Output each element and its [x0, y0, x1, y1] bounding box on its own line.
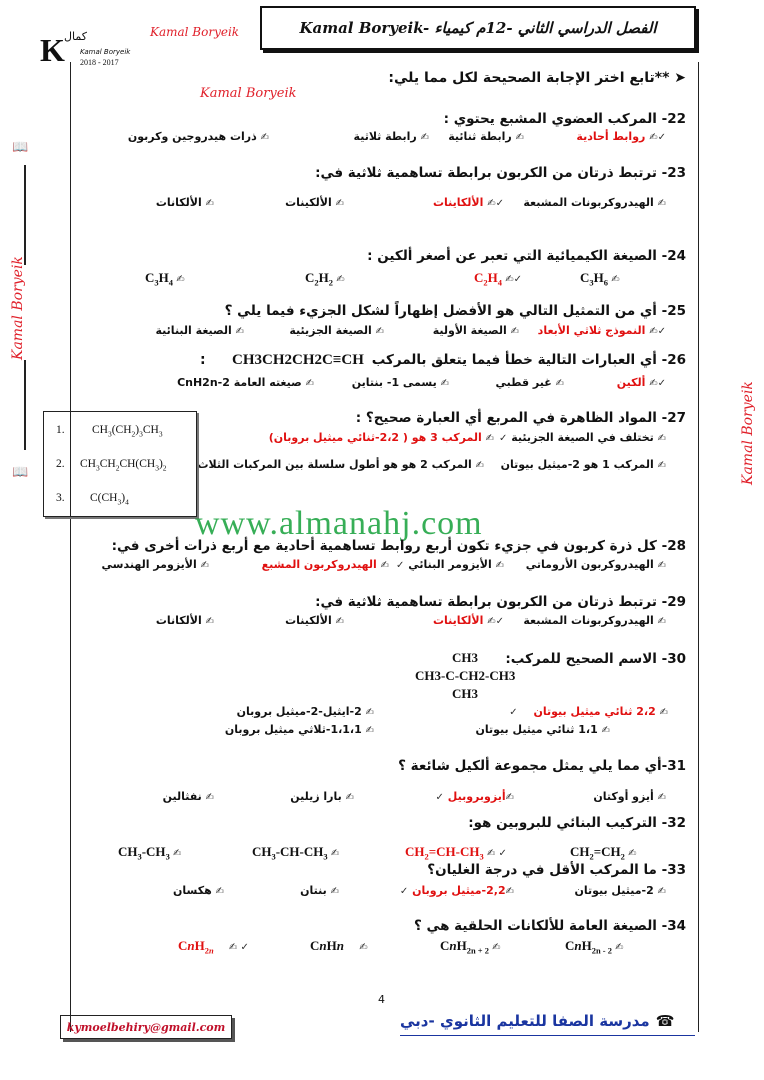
- watermark: www.almanahj.com: [195, 505, 483, 542]
- left-vertical-signature: Kamal Boryeik: [10, 256, 26, 360]
- q23-opt-3: ✍ الألكينات: [285, 196, 344, 209]
- compounds-box: [43, 411, 197, 517]
- box-num-3: 3.: [56, 492, 65, 504]
- q30-opt-1: ✍ 2،2 ثنائي ميثيل بيوتان ✓: [509, 705, 668, 718]
- q23-opt-2: ✓✍ الألكاينات: [432, 196, 504, 209]
- q28-text: 28- كل ذرة كربون في جزيء تكون أربع روابط تساهمية أحادية مع أربع ذرات أخرى في:: [111, 538, 686, 554]
- q28-opt-1: ✍ الهيدروكربون الأروماتي: [525, 558, 666, 571]
- q34-opt-2: CnH$_{2n + 2}$ ✍: [440, 938, 501, 956]
- q23-opt-1: ✍ الهيدروكربونات المشبعة: [523, 196, 666, 209]
- q34-text: 34- الصيغة العامة للألكانات الحلقية هي ؟: [413, 918, 686, 934]
- q34-opt-1: CnH$_{2n - 2}$ ✍: [565, 938, 624, 956]
- school-name: مدرسة الصفا للتعليم الثانوي -دبي: [400, 1012, 650, 1030]
- q30-opt-2: ✍ 2-ايثيل-2-ميثيل بروبان: [236, 705, 374, 718]
- logo: [40, 30, 140, 72]
- q24-opt-4: $C_3H_4$ ✍: [145, 270, 185, 288]
- footer-email: kymoelbehiry@gmail.com: [60, 1015, 232, 1039]
- q22-text: 22- المركب العضوي المشبع يحتوي :: [443, 111, 686, 127]
- q33-opt-1: ✍ 2-ميثيل بيوتان: [574, 884, 666, 897]
- q29-opt-3: ✍ الألكينات: [285, 614, 344, 627]
- q28-opt-2: ✍ الأيزومر البنائي ✓: [396, 558, 504, 571]
- q24-opt-2: $C_2H_4$ ✍✓: [474, 270, 522, 288]
- right-vertical-signature: Kamal Boryeik: [740, 381, 756, 485]
- title-box: [260, 6, 696, 50]
- q33-opt-4: ✍ هكسان: [173, 884, 224, 897]
- q28-opt-4: ✍ الأيزومر الهندسي: [101, 558, 209, 571]
- q27-opt-4: ✍ المركب 2 هو هو أطول سلسلة بين المركبات الثلاث: [197, 458, 484, 471]
- intro-heading: ➤ **تابع اختر الإجابة الصحيحة لكل مما يلي:: [388, 70, 686, 86]
- q27-opt-3: ✍ المركب 1 هو 2-ميثيل بيوتان: [500, 458, 666, 471]
- box-num-1: 1.: [56, 424, 65, 436]
- q24-opt-3: $C_2H_2$ ✍: [305, 270, 345, 288]
- page-title: Kamal Boryeik- الفصل الدراسي الثاني -12م كيمياء: [299, 19, 657, 37]
- q29-opt-2: ✓✍ الألكاينات: [432, 614, 504, 627]
- phone-icon: ☎: [655, 1012, 675, 1030]
- q24-opt-1: $C_3H_6$ ✍: [580, 270, 620, 288]
- q30-opt-3: ✍ 1،1 ثنائي ميثيل بيوتان: [475, 723, 610, 736]
- q29-opt-4: ✍ الألكانات: [155, 614, 214, 627]
- page-number: 4: [378, 993, 385, 1006]
- q25-text: 25- أي من التمثيل التالي هو الأفضل إظهاراً لشكل الجزيء فيما يلي ؟: [224, 303, 686, 319]
- q26-colon: :: [200, 352, 206, 368]
- q33-text: 33- ما المركب الأقل في درجة الغليان؟: [427, 862, 686, 878]
- q26-opt-4: ✍ صيغته العامة CnH2n-2: [177, 376, 314, 389]
- q33-opt-3: ✍ بنتان: [300, 884, 339, 897]
- q26-opt-2: ✍ غير قطبي: [495, 376, 564, 389]
- q34-opt-3: CnHn ✍: [310, 938, 368, 953]
- q29-text: 29- ترتبط ذرتان من الكربون برابطة تساهمية ثلاثية في:: [315, 594, 686, 610]
- box-compound-2: $CH_3CH_2CH(CH_3)_2$: [80, 458, 167, 473]
- q26-text: 26- أي العبارات التالية خطأ فيما يتعلق بالمركب: [371, 352, 686, 368]
- q33-opt-2: ✍2,2-ميثيل بروبان ✓: [399, 884, 514, 897]
- q29-opt-1: ✍ الهيدروكربونات المشبعة: [523, 614, 666, 627]
- logo-arabic: كمال: [64, 30, 87, 43]
- q27-opt-1: ✍ تختلف في الصيغة الجزيئية ✓: [499, 431, 666, 444]
- q30-struct-bottom: CH3: [452, 686, 478, 701]
- q30-struct-main: CH3-C-CH2-CH3: [415, 668, 516, 683]
- logo-name: Kamal Boryeik: [80, 48, 131, 56]
- q31-opt-2: ✍أيزوبروبيل ✓: [435, 790, 514, 803]
- q30-opt-4: ✍ 1،1،1-ثلاثي ميثيل بروبان: [224, 723, 374, 736]
- left-divider-2: [24, 360, 26, 450]
- q25-opt-2: ✍ الصيغة الأولية: [432, 324, 519, 337]
- intro-signature: Kamal Boryeik: [200, 86, 297, 101]
- q22-opt-3: ✍ رابطة ثلاثية: [353, 130, 429, 143]
- q34-opt-4: CnH$_{2n}$ ✍ ✓: [178, 938, 249, 956]
- box-num-2: 2.: [56, 458, 65, 470]
- book-icon-2: 📖: [12, 465, 29, 480]
- book-icon: 📖: [12, 140, 29, 155]
- q26-opt-1: ✓✍ ألكين: [616, 376, 666, 389]
- q23-text: 23- ترتبط ذرتان من الكربون برابطة تساهمية ثلاثية في:: [315, 165, 686, 181]
- q28-opt-3: ✍ الهيدروكربون المشبع: [261, 558, 389, 571]
- q32-text: 32- التركيب البنائي للبروبين هو:: [468, 815, 686, 831]
- q24-text: 24- الصيغة الكيميائية التي تعبر عن أصغر ألكين :: [367, 248, 686, 264]
- q26-opt-3: ✍ يسمى 1- بنتاين: [351, 376, 449, 389]
- q25-opt-4: ✍ الصيغة البنائية: [155, 324, 244, 337]
- q22-opt-4: ✍ ذرات هيدروجين وكربون: [127, 130, 269, 143]
- header-signature: Kamal Boryeik: [150, 25, 240, 39]
- box-compound-1: $CH_3(CH_2)_3CH_3$: [92, 424, 163, 439]
- q31-opt-1: ✍ أيزو أوكتان: [593, 790, 666, 803]
- footer-school: [400, 1012, 674, 1030]
- q30-text: 30- الاسم الصحيح للمركب:: [505, 651, 686, 667]
- logo-years: 2018 - 2017: [80, 58, 119, 67]
- footer-underline: [400, 1035, 695, 1036]
- q32-opt-1: $CH_2=CH_2$ ✍: [570, 844, 637, 862]
- q31-opt-3: ✍ بارا زيلين: [290, 790, 354, 803]
- q27-text: 27- المواد الظاهرة في المربع أي العبارة صحيح؟ :: [355, 410, 686, 426]
- q23-opt-4: ✍ الألكانات: [155, 196, 214, 209]
- box-compound-3: $C(CH_3)_4$: [90, 492, 129, 507]
- logo-k: K: [40, 32, 65, 68]
- q22-opt-1: ✓✍ روابط أحادية: [576, 130, 666, 143]
- q32-opt-4: $CH_3-CH_3$ ✍: [118, 844, 182, 862]
- q25-opt-3: ✍ الصيغة الجزيئية: [289, 324, 384, 337]
- q32-opt-3: $CH_3-CH-CH_3$ ✍: [252, 844, 340, 862]
- q31-text: 31-أي مما يلي يمثل مجموعة ألكيل شائعة ؟: [398, 758, 686, 774]
- q26-formula: CH3CH2CH2C≡CH: [232, 352, 364, 368]
- q31-opt-4: ✍ نفثالين: [162, 790, 214, 803]
- q32-opt-2: $CH_2=CH-CH_3$ ✍ ✓: [405, 844, 507, 862]
- q25-opt-1: ✓✍ النموذج ثلاثي الأبعاد: [537, 324, 666, 337]
- q30-struct-top: CH3: [452, 650, 478, 665]
- q27-opt-2: ✍ المركب 3 هو ( 2،2-ثنائي ميثيل بروبان): [268, 431, 494, 444]
- q22-opt-2: ✍ رابطة ثنائية: [448, 130, 524, 143]
